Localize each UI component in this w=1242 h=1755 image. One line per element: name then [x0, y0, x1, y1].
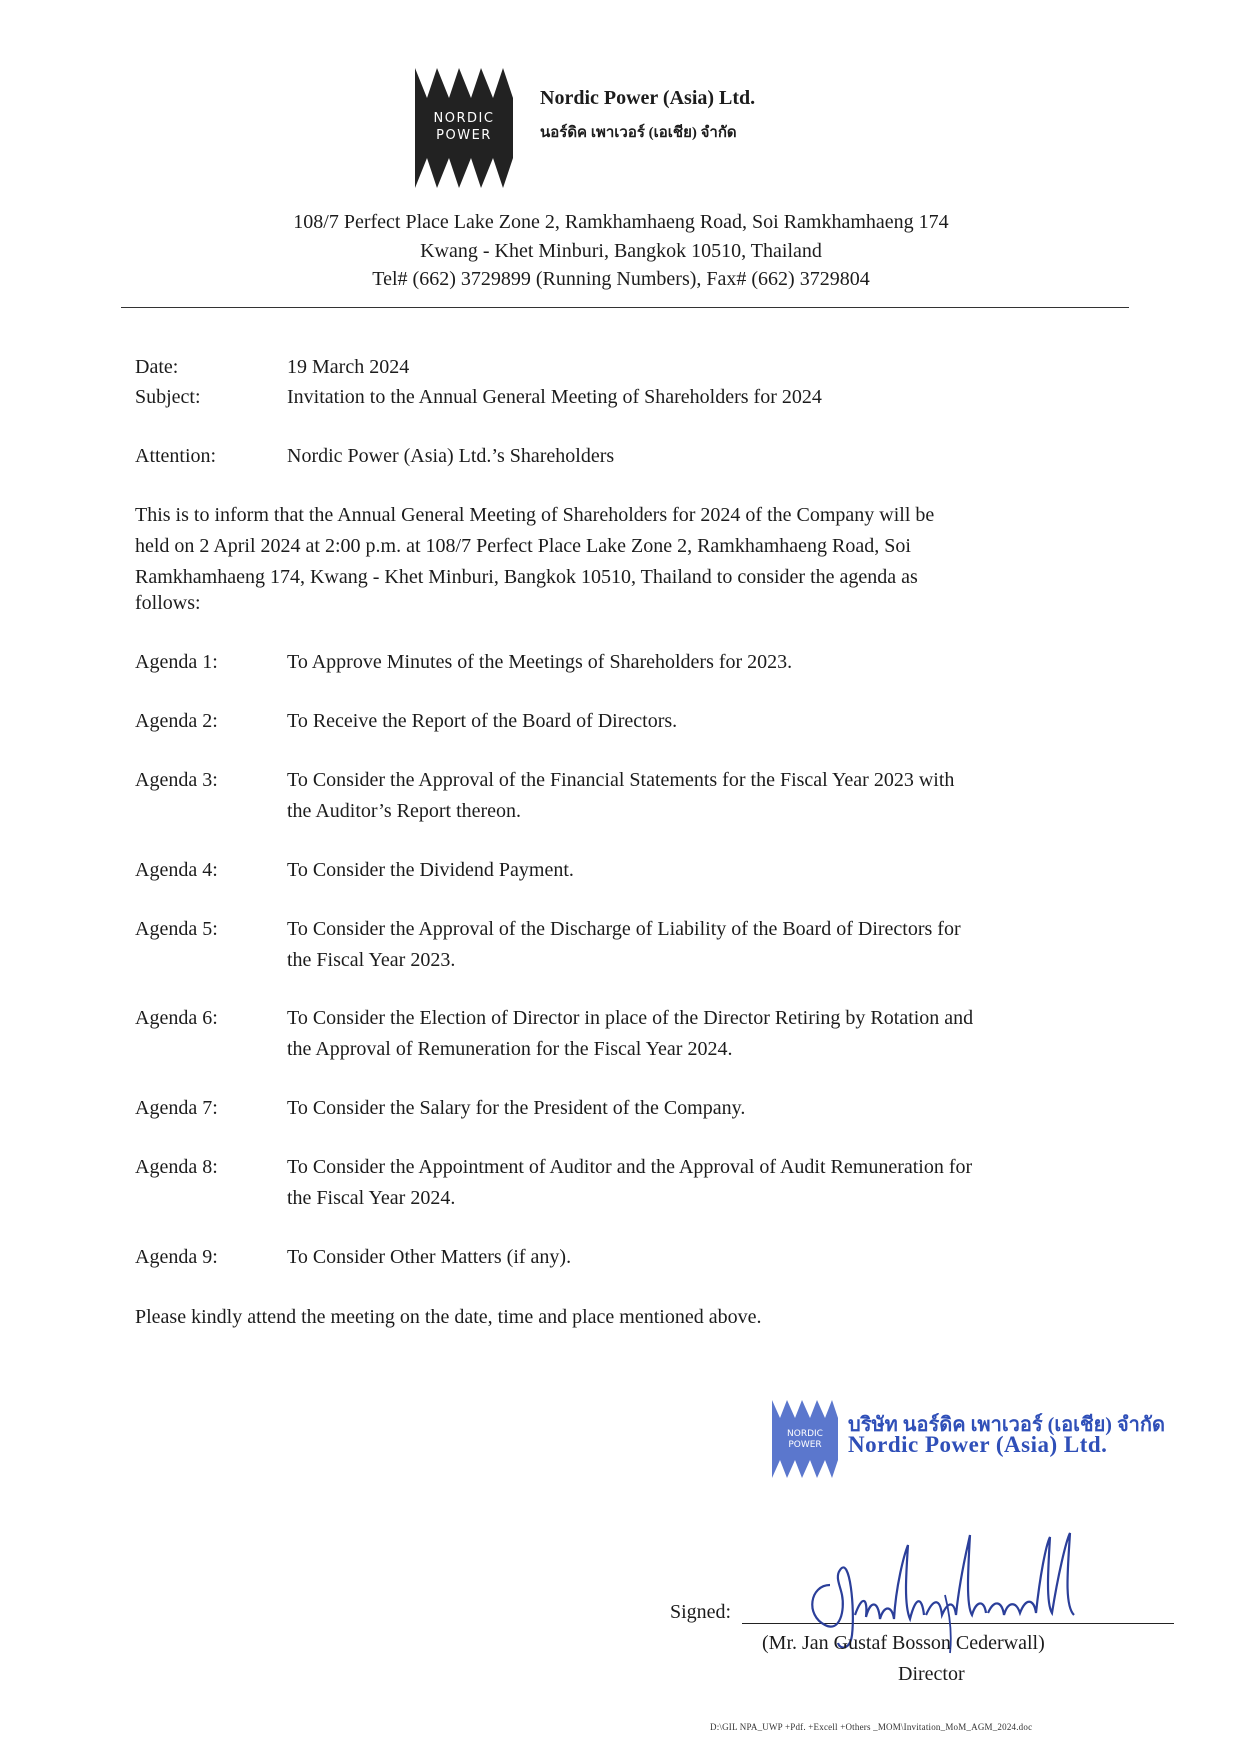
agenda-line: the Auditor’s Report thereon. [287, 800, 522, 822]
intro-line: Ramkhamhaeng 174, Kwang - Khet Minburi, Bangkok 10510, Thailand to consider the agenda as [135, 566, 918, 588]
agenda-text [287, 706, 1107, 737]
document-file-path: D:\GIL NPA_UWP +Pdf. +Excell +Others _MOM\Invitation_MoM_AGM_2024.doc [710, 1722, 1033, 1732]
agenda-line: the Approval of Remuneration for the Fiscal Year 2024. [287, 1038, 733, 1060]
agenda-line: To Consider the Approval of the Discharge of Liability of the Board of Directors for [287, 918, 961, 940]
agenda-line: To Receive the Report of the Board of Directors. [287, 710, 678, 732]
subject-value: Invitation to the Annual General Meeting of Shareholders for 2024 [287, 386, 822, 408]
agenda-line: To Consider the Dividend Payment. [287, 859, 574, 881]
stamp-name-en: Nordic Power (Asia) Ltd. [848, 1432, 1108, 1457]
attention-label: Attention: [135, 445, 217, 467]
agenda-label: Agenda 4: [135, 859, 218, 881]
stamp-logo-icon [772, 1400, 838, 1478]
svg-text:POWER: POWER [788, 1440, 822, 1450]
subject-label: Subject: [135, 386, 201, 408]
signed-label: Signed: [670, 1601, 732, 1623]
agenda-label: Agenda 5: [135, 918, 218, 940]
date-label: Date: [135, 356, 179, 378]
stamp-logo [772, 1400, 838, 1478]
date-value: 19 March 2024 [287, 356, 410, 378]
agenda-text [287, 914, 1107, 976]
closing-sentence: Please kindly attend the meeting on the date, time and place mentioned above. [135, 1306, 762, 1328]
address-line-1: 108/7 Perfect Place Lake Zone 2, Ramkhamhaeng Road, Soi Ramkhamhaeng 174 [293, 211, 949, 233]
agenda-line: the Fiscal Year 2024. [287, 1187, 456, 1209]
agenda-label: Agenda 2: [135, 710, 218, 732]
agenda-text [287, 1152, 1107, 1214]
agenda-label: Agenda 7: [135, 1097, 218, 1119]
agenda-text [287, 1003, 1107, 1065]
agenda-label: Agenda 1: [135, 651, 218, 673]
intro-line: held on 2 April 2024 at 2:00 p.m. at 108/7 Perfect Place Lake Zone 2, Ramkhamhaeng Road, Soi [135, 535, 911, 557]
agenda-text [287, 1242, 1107, 1273]
nordic-power-logo-icon [413, 68, 515, 188]
agenda-line: To Consider the Salary for the President of the Company. [287, 1097, 746, 1119]
intro-line: This is to inform that the Annual General Meeting of Shareholders for 2024 of the Company will be [135, 504, 935, 526]
agenda-line: To Consider the Election of Director in place of the Director Retiring by Rotation and [287, 1007, 974, 1029]
intro-paragraph [135, 500, 1095, 613]
signer-title: Director [898, 1663, 965, 1685]
agenda-text [287, 855, 1107, 886]
agenda-text [287, 765, 1107, 827]
agenda-line: To Consider Other Matters (if any). [287, 1246, 572, 1268]
company-name-en: Nordic Power (Asia) Ltd. [540, 87, 756, 109]
svg-text:NORDIC: NORDIC [433, 111, 495, 126]
company-logo [413, 68, 515, 188]
agenda-line: To Approve Minutes of the Meetings of Shareholders for 2023. [287, 651, 793, 673]
stamp-name-th: บริษัท นอร์ดิค เพาเวอร์ (เอเชีย) จำกัด [848, 1414, 1166, 1436]
agenda-text [287, 1093, 1107, 1124]
agenda-line: To Consider the Appointment of Auditor and the Approval of Audit Remuneration for [287, 1156, 973, 1178]
signer-name: (Mr. Jan Gustaf Bosson Cederwall) [762, 1632, 1045, 1654]
address-line-2: Kwang - Khet Minburi, Bangkok 10510, Thailand [420, 240, 822, 262]
agenda-label: Agenda 3: [135, 769, 218, 791]
contact-line: Tel# (662) 3729899 (Running Numbers), Fax# (662) 3729804 [372, 268, 870, 290]
header-divider [121, 307, 1129, 308]
agenda-label: Agenda 8: [135, 1156, 218, 1178]
agenda-label: Agenda 6: [135, 1007, 218, 1029]
agenda-label: Agenda 9: [135, 1246, 218, 1268]
agenda-line: the Fiscal Year 2023. [287, 949, 456, 971]
svg-text:NORDIC: NORDIC [787, 1429, 823, 1439]
attention-value: Nordic Power (Asia) Ltd.’s Shareholders [287, 445, 615, 467]
svg-text:POWER: POWER [436, 128, 492, 143]
intro-line: follows: [135, 592, 201, 614]
company-name-th: นอร์ดิค เพาเวอร์ (เอเชีย) จำกัด [540, 125, 737, 141]
agenda-text [287, 647, 1107, 678]
agenda-line: To Consider the Approval of the Financial Statements for the Fiscal Year 2023 with [287, 769, 955, 791]
